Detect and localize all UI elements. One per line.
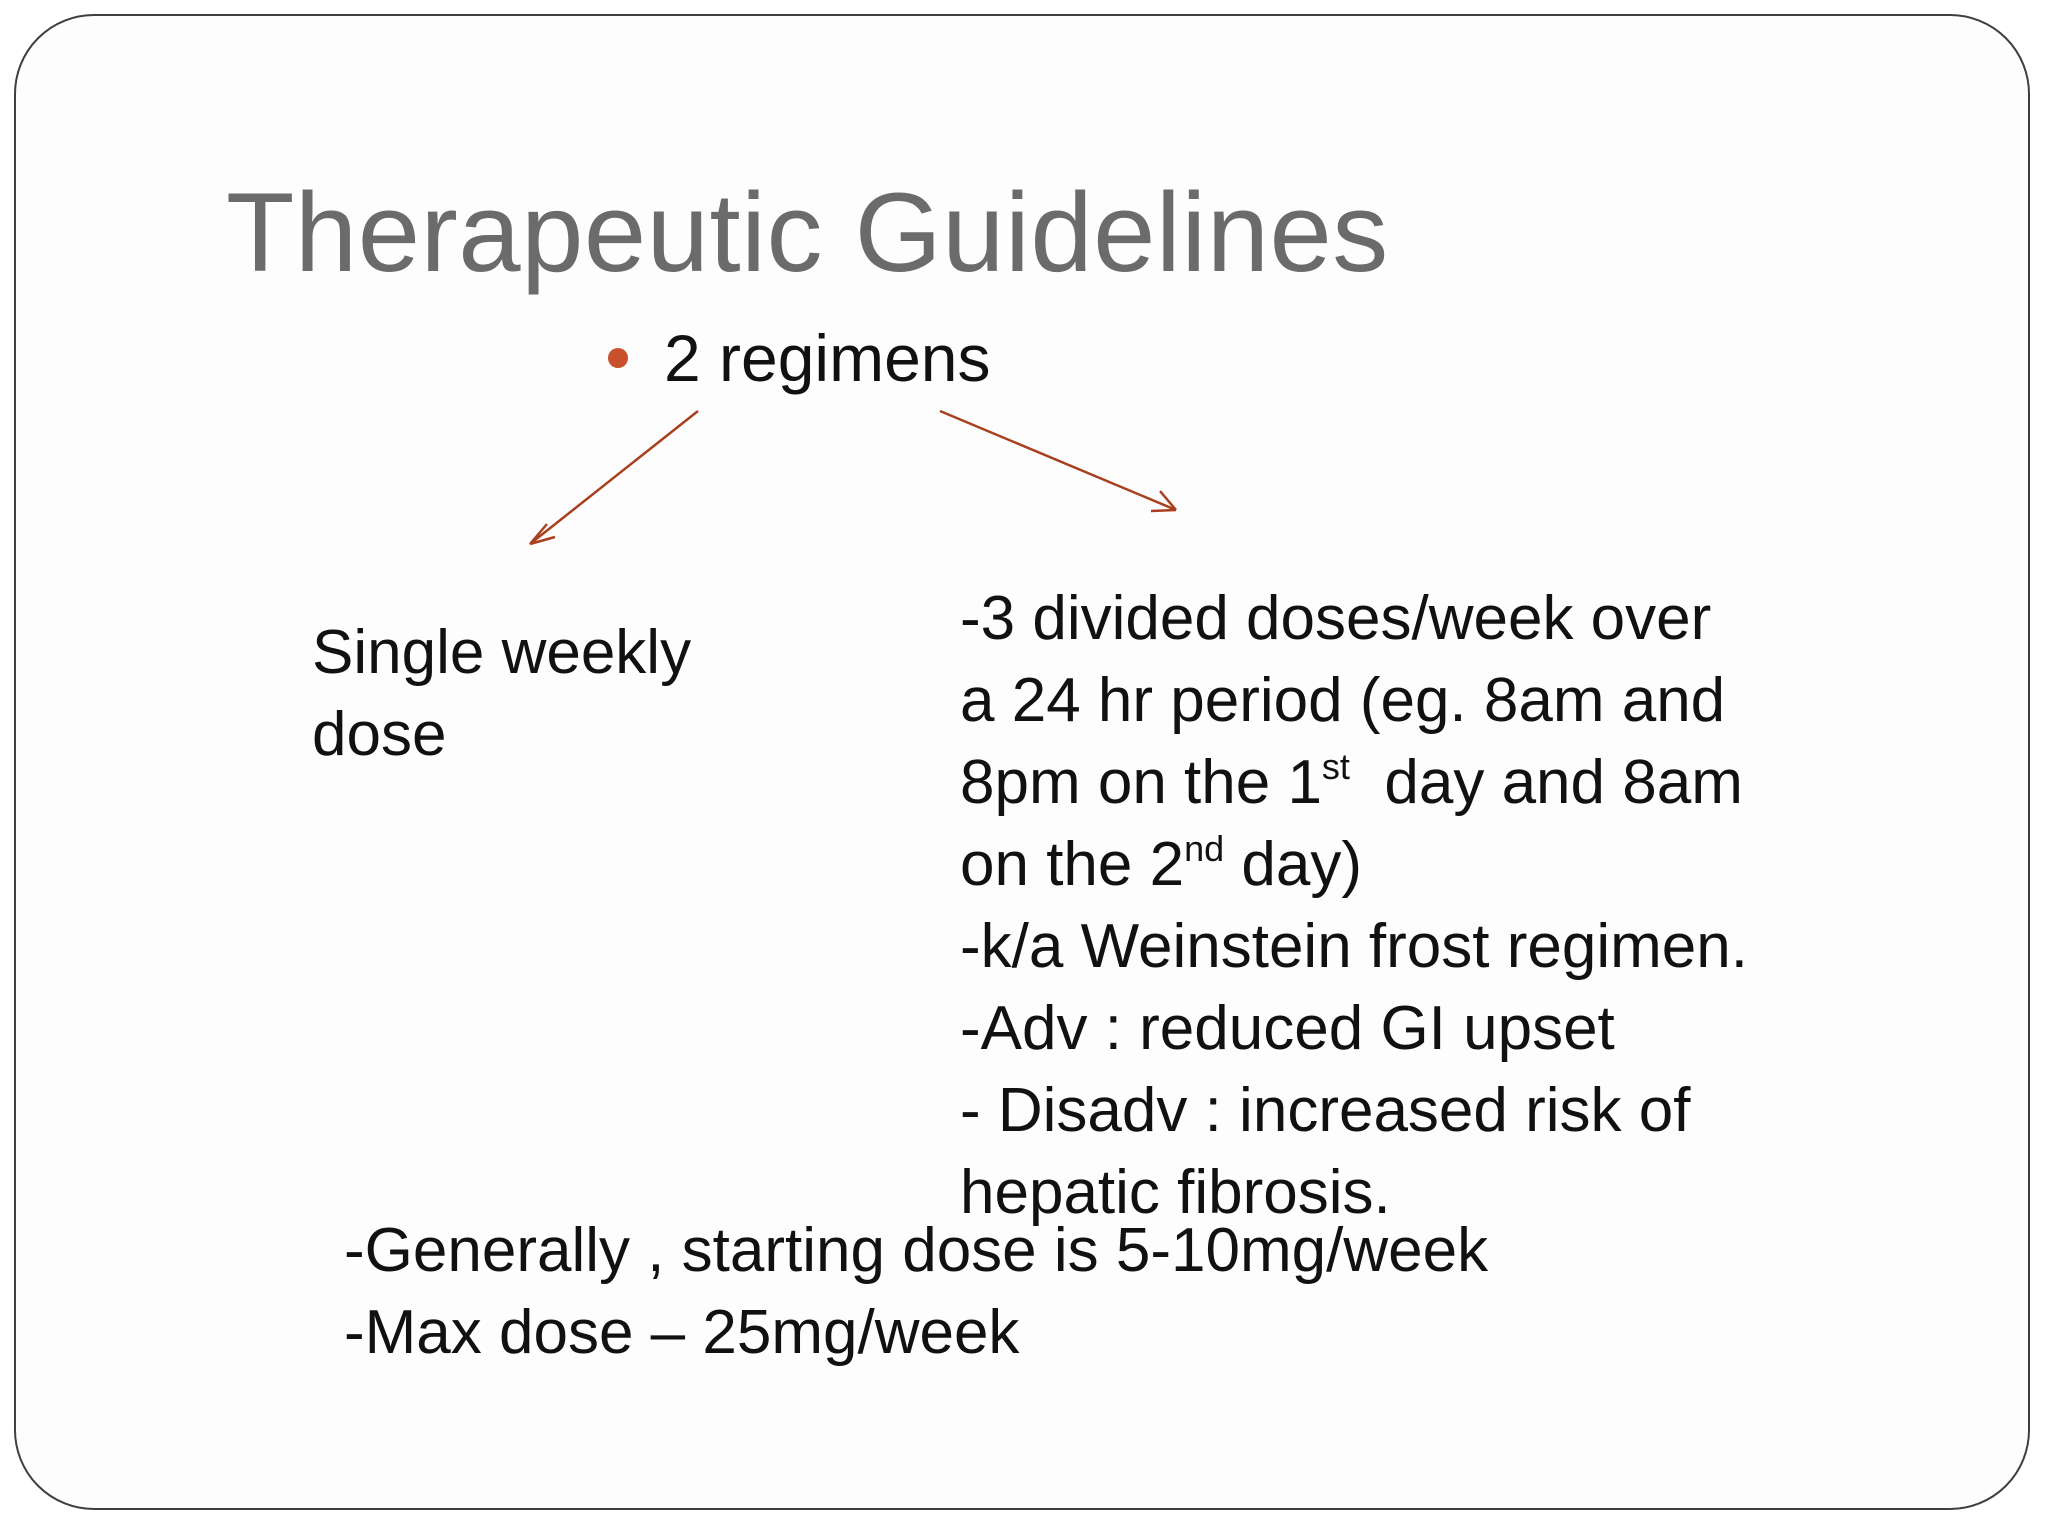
bullet-item	[608, 318, 991, 398]
right-text-line: -3 divided doses/week over	[960, 584, 1712, 653]
superscript: nd	[1184, 828, 1225, 869]
right-text-line: -k/a Weinstein frost regimen.	[960, 912, 1748, 981]
single-weekly-dose-text	[312, 612, 772, 776]
right-text-line: hepatic fibrosis.	[960, 1158, 1391, 1227]
right-text-line	[960, 824, 1880, 906]
left-text-line: dose	[312, 700, 447, 769]
slide-title: Therapeutic Guidelines	[226, 170, 1389, 295]
superscript: st	[1321, 746, 1350, 787]
bullet-text: 2 regimens	[664, 321, 991, 395]
divided-doses-text	[960, 578, 1880, 1234]
right-text-line	[960, 742, 1880, 824]
text-fragment: day)	[1224, 830, 1362, 899]
text-fragment: day and 8am	[1349, 748, 1743, 817]
notes-line: -Generally , starting dose is 5-10mg/week	[344, 1216, 1489, 1285]
left-text-line: Single weekly	[312, 618, 692, 687]
right-text-line: a 24 hr period (eg. 8am and	[960, 666, 1726, 735]
right-text-line: -Adv : reduced GI upset	[960, 994, 1615, 1063]
bullet-dot-icon	[608, 348, 628, 368]
text-fragment: on the 2	[960, 830, 1185, 899]
notes-line: -Max dose – 25mg/week	[344, 1298, 1020, 1367]
right-text-line: - Disadv : increased risk of	[960, 1076, 1691, 1145]
text-fragment: 8pm on the 1	[960, 748, 1322, 817]
dosage-notes	[344, 1210, 1488, 1374]
